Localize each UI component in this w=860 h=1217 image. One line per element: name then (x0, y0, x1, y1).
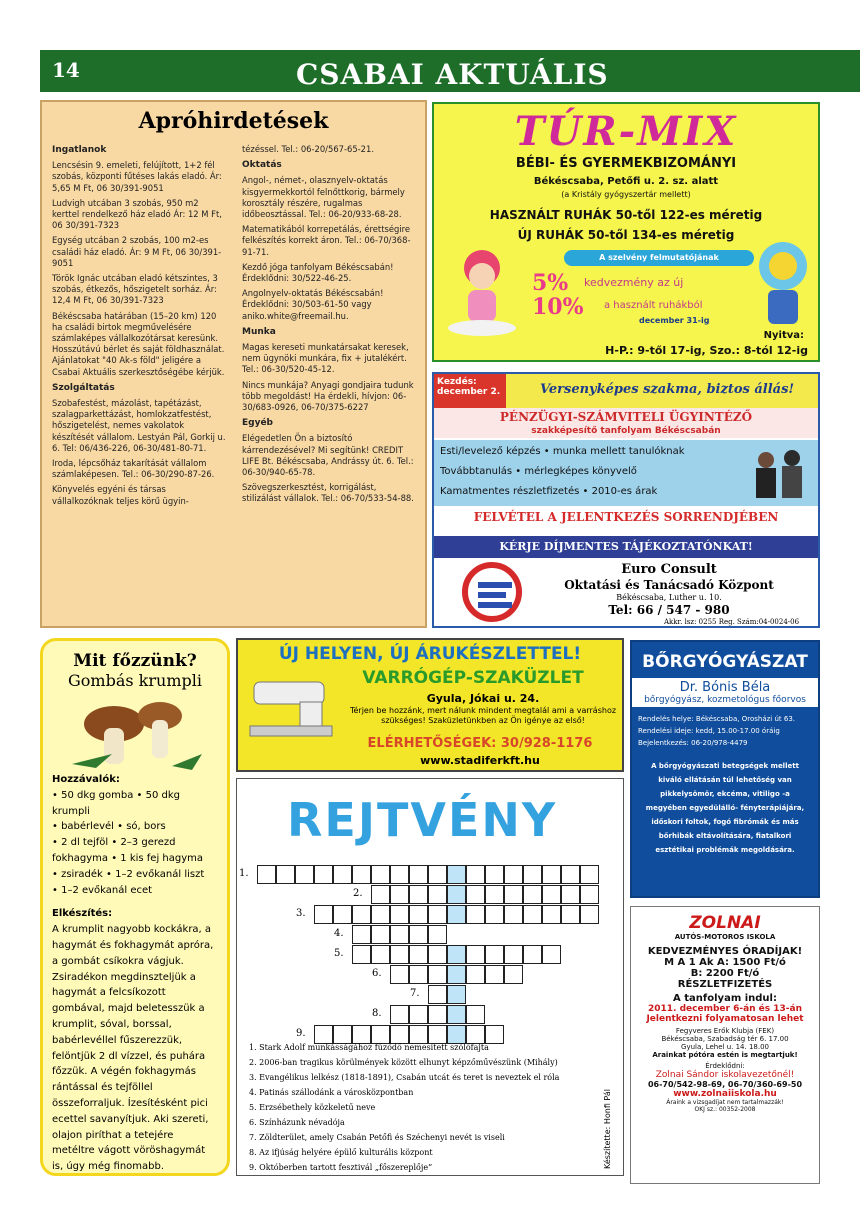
crossword-cell[interactable] (428, 885, 447, 904)
crossword-cell[interactable] (447, 985, 466, 1004)
euro-consult-name: Euro Consult (621, 562, 717, 577)
turmix-logo: TÚR-MIX (514, 108, 738, 155)
crossword-cell[interactable] (466, 905, 485, 924)
euro-bullet-3: Kamatmentes részletfizetés • 2010-es árak (440, 486, 658, 497)
crossword-cell[interactable] (485, 965, 504, 984)
recipe-box (40, 638, 230, 1176)
crossword-cell[interactable] (409, 1005, 428, 1024)
crossword-cell[interactable] (428, 865, 447, 884)
crossword-cell[interactable] (428, 985, 447, 1004)
crossword-row-number: 7. (410, 988, 420, 999)
crossword-row-number: 2. (353, 888, 363, 899)
crossword-cell[interactable] (447, 1005, 466, 1024)
crossword-cell[interactable] (523, 885, 542, 904)
euro-address: Békéscsaba, Luther u. 10. (616, 593, 722, 602)
crossword-cell[interactable] (352, 1025, 371, 1044)
crossword-cell[interactable] (371, 925, 390, 944)
zolnai-logo-sub: AUTÓS-MOTOROS ISKOLA (674, 933, 776, 941)
turmix-new-clothes: ÚJ RUHÁK 50-től 134-es méretig (517, 228, 735, 242)
crossword-cell[interactable] (390, 885, 409, 904)
euro-course-subtitle: szakképesítő tanfolyam Békéscsabán (531, 426, 721, 436)
euro-consult-logo (456, 562, 528, 622)
classifieds-left-column (52, 140, 228, 507)
crossword-row-number: 8. (372, 1008, 382, 1019)
zolnai-heading: KEDVEZMÉNYES ÓRADÍJAK! (647, 946, 803, 957)
crossword-clue: 4. Patinás szállodánk a városközpontban (249, 1088, 414, 1097)
euro-bullet-2: Továbbtanulás • mérlegképes könyvelő (440, 466, 637, 477)
crossword-clue: 9. Októberben tartott fesztivál „főszereplője” (249, 1163, 433, 1172)
crossword-cell[interactable] (523, 905, 542, 924)
crossword-clue: 8. Az ifjúság helyére épülő kulturális központ (249, 1148, 433, 1157)
crossword-cell[interactable] (371, 865, 390, 884)
classified-category: Egyéb (242, 418, 274, 429)
classified-ad: Angolnyelv-oktatás Békéscsabán! Érdeklődni: 30/503-61-50 vagy aniko.white@freemail.hu. (242, 288, 384, 321)
driving-school-ad (630, 906, 820, 1184)
crossword-cell[interactable] (561, 905, 580, 924)
zolnai-phone: 06-70/542-98-69, 06-70/360-69-50 (647, 1080, 803, 1089)
recipe-title: Gombás krumpli (68, 671, 202, 690)
crossword-cell[interactable] (428, 945, 447, 964)
crossword-cell[interactable] (485, 905, 504, 924)
crossword-cell[interactable] (390, 1005, 409, 1024)
classified-ad: Ludvigh utcában 3 szobás, 950 m2 kerttel rendelkező ház eladó Ár: 12 M Ft, 06 30/391-7323 (52, 197, 222, 231)
preparation-text: A krumplit nagyobb kockákra, a hagymát és fokhagymát apróra, a gombát csíkokra vágjuk. Zsiradékon megdinszteljük a hagymát a felcsíkozott gombával, majd beletesszük a krumplit, sóval, borssal, babérlevéllel fűszerezzük, felöntjük 2 dl vízzel, és puhára főzzük. A végén fokhagymás rántással és tejföllel összeforraljuk. Ízesítésként pici ecettel savanyítjuk. Aki szereti, olajon piríthat a tetejére metéltre vágott vöröshagymát is, úgy még finomabb. (52, 924, 214, 1173)
ingredient-item: • 2 dl tejföl • 2–3 gerezd fokhagyma • 1 kis fej hagyma (52, 837, 204, 864)
zolnai-okj: OKJ sz.: 00352-2008 (694, 1106, 756, 1113)
turmix-address: Békéscsaba, Petőfi u. 2. sz. alatt (533, 176, 719, 187)
recipe-heading: Mit főzzünk? (73, 651, 197, 671)
crossword-cell[interactable] (352, 905, 371, 924)
crossword-cell[interactable] (371, 905, 390, 924)
crossword-cell[interactable] (390, 1025, 409, 1044)
preparation-heading: Elkészítés: (52, 908, 113, 920)
sewing-shop-ad (236, 638, 624, 772)
zolnai-website: www.zolnaiiskola.hu (673, 1089, 777, 1099)
crossword-cell[interactable] (485, 885, 504, 904)
ingredient-item: • 50 dkg gomba • 50 dkg krumpli (52, 789, 180, 817)
derm-description: A bőrgyógyászati betegségek mellett kiváló ellátásán túl lehetőség van pikkelysömör, ekcéma, vitiligo -a megyében egyedülálló- fényterápiájára, időskori foltok, fogó fibrómák és más bőrhibák eltávolítására, fiatalkori esztétikai problémák megoldására. (645, 762, 805, 854)
crossword-cell[interactable] (504, 945, 523, 964)
crossword-cell[interactable] (466, 945, 485, 964)
crossword-cell[interactable] (314, 865, 333, 884)
crossword-cell[interactable] (409, 1025, 428, 1044)
crossword-clue: 7. Zöldterület, amely Csabán Petőfi és Széchenyi nevét is viseli (249, 1133, 505, 1142)
crossword-cell[interactable] (409, 925, 428, 944)
crossword-cell[interactable] (447, 885, 466, 904)
classified-ad: tézéssel. Tel.: 06-20/567-65-21. (242, 144, 374, 154)
crossword-cell[interactable] (333, 905, 352, 924)
crossword-cell[interactable] (523, 945, 542, 964)
classifieds-box (40, 100, 427, 628)
euro-admission-note: FELVÉTEL A JELENTKEZÉS SORRENDJÉBEN (473, 510, 779, 524)
zolnai-note: Arainkat pótóra estén is megtartjuk! (652, 1051, 798, 1059)
euro-consult-ad (432, 372, 820, 628)
crossword-row-number: 6. (372, 968, 382, 979)
zolnai-dates: 2011. december 6-án és 13-án (647, 1004, 803, 1014)
crossword-clue: 2. 2006-ban tragikus körülmények között elhunyt képzőművészünk (Mihály) (249, 1058, 558, 1067)
classified-ad: Lencsésin 9. emeleti, felújított, 1+2 fél szobás, központi fűtéses lakás eladó. Ár: 5,65 M Ft, 06 30/391-9051 (52, 160, 222, 193)
crossword-cell[interactable] (561, 865, 580, 884)
turmix-used-clothes: HASZNÁLT RUHÁK 50-től 122-es méretig (489, 208, 763, 222)
turmix-coupon-label: A szelvény felmutatójának (564, 250, 754, 266)
zolnai-logo: ZOLNAI (689, 913, 761, 933)
sewing-address: Gyula, Jókai u. 24. (426, 692, 540, 705)
classified-ad: Iroda, lépcsőház takarítását vállalom számlaképesen. Tel.: 06-30/290-87-26. (52, 458, 215, 480)
zolnai-installments: RÉSZLETFIZETÉS (677, 979, 773, 990)
crossword-cell[interactable] (409, 965, 428, 984)
turmix-ad (432, 102, 820, 362)
derm-hours: Rendelési ideje: kedd, 15.00-17.00 óráig (638, 727, 780, 735)
crossword-cell[interactable] (504, 885, 523, 904)
classifieds-right-column (242, 140, 418, 505)
crossword-cell[interactable] (314, 1025, 333, 1044)
ingredients-list (52, 788, 218, 899)
euro-course-title: PÉNZÜGYI-SZÁMVITELI ÜGYINTÉZŐ (499, 410, 753, 424)
crossword-cell[interactable] (542, 865, 561, 884)
zolnai-apply: Jelentkezni folyamatosan lehet (646, 1014, 804, 1024)
euro-info-cta: KÉRJE DÍJMENTES TÁJÉKOZTATÓNKAT! (499, 540, 753, 553)
classified-ad: Nincs munkája? Anyagi gondjaira tudunk több megoldást! Ha érdekli, hívjon: 06-30/683-0926, 06-70/375-6227 (242, 379, 414, 413)
crossword-row-number: 9. (296, 1028, 306, 1039)
crossword-cell[interactable] (466, 1025, 485, 1044)
crossword-cell[interactable] (352, 865, 371, 884)
crossword-cell[interactable] (447, 865, 466, 884)
crossword-cell[interactable] (371, 945, 390, 964)
crossword-clue: 6. Színházunk névadója (249, 1118, 345, 1127)
crossword-cell[interactable] (447, 1025, 466, 1044)
turmix-deadline: december 31-ig (639, 316, 710, 325)
flower-boy-illustration (752, 238, 814, 334)
crossword-cell[interactable] (561, 885, 580, 904)
classified-category: Oktatás (242, 160, 282, 171)
crossword-cell[interactable] (580, 905, 599, 924)
ingredient-item: • babérlevél • só, bors (52, 821, 166, 833)
crossword-cell[interactable] (409, 865, 428, 884)
crossword-cell[interactable] (390, 965, 409, 984)
crossword-cell[interactable] (523, 865, 542, 884)
classified-ad: Angol-, német-, olasznyelv-oktatás kisgyermekkortól felnőttkorig, bármely korosztály részére, rugalmas időbeosztással. Tel.: 06-20/933-68-28. (242, 175, 405, 220)
crossword-cell[interactable] (504, 865, 523, 884)
classified-ad: Magas kereseti munkatársakat keresek, nem ügynöki munkára, fix + jutalékért. Tel.: 06-30/520-45-12. (242, 342, 409, 375)
zolnai-footnote: Áraink a vizsgadíjat nem tartalmazzák! (666, 1099, 784, 1106)
crossword-puzzle (236, 778, 624, 1176)
classified-category: Munka (242, 326, 276, 337)
sewing-shop-name: VARRÓGÉP-SZAKÜZLET (362, 668, 584, 688)
euro-start-badge: Kezdés: december 2. (434, 374, 506, 408)
crossword-cell[interactable] (390, 865, 409, 884)
crossword-cell[interactable] (371, 1025, 390, 1044)
crossword-cell[interactable] (485, 865, 504, 884)
crossword-cell[interactable] (447, 905, 466, 924)
crossword-row-number: 5. (334, 948, 344, 959)
turmix-discount-10: 10% (532, 294, 584, 320)
zolnai-contact: Zolnai Sándor iskolavezetőnél! (655, 1070, 795, 1080)
ingredient-item: • 1–2 evőkanál ecet (52, 884, 153, 896)
classified-ad: Szobafestést, mázolást, tapétázást, szalagparkettázást, homlokzatfestést, hőszigetelést, nemes vakolatok készítését vállalom. Lestyán Pál, Gorkij u. 6. Tel: 06/436-226, 06-30/481-80-71. (52, 398, 226, 453)
crossword-cell[interactable] (542, 905, 561, 924)
turmix-discount-10-text: a használt ruhákból (604, 300, 703, 311)
crossword-cell[interactable] (390, 945, 409, 964)
crossword-cell[interactable] (447, 965, 466, 984)
crossword-cell[interactable] (390, 925, 409, 944)
derm-phone: Bejelentkezés: 06-20/978-4479 (638, 739, 748, 747)
ingredient-item: • zsiradék • 1–2 evőkanál liszt (52, 868, 205, 880)
classified-category: Szolgáltatás (52, 382, 115, 393)
turmix-discount-5: 5% (532, 270, 569, 296)
crossword-cell[interactable] (276, 865, 295, 884)
zolnai-contact-label: Érdeklődni: (705, 1062, 745, 1070)
classified-ad: Békéscsaba határában (15–20 km) 120 ha családi birtok megművelésére számlaképes vállalkozótársat keresünk. Hosszútávú bérlet és saját földhasználat. Ajánlatokat "40 Ak-s föld" jeligére a Csabai Aktuális szerkesztőségébe kérjük. (52, 310, 225, 377)
crossword-cell[interactable] (352, 925, 371, 944)
crossword-cell[interactable] (466, 865, 485, 884)
crossword-cell[interactable] (428, 1005, 447, 1024)
crossword-cell[interactable] (428, 965, 447, 984)
crossword-cell[interactable] (428, 905, 447, 924)
crossword-cell[interactable] (542, 885, 561, 904)
puzzle-author: Készítette: Honfi Pál (603, 1088, 612, 1169)
crossword-cell[interactable] (352, 945, 371, 964)
crossword-cell[interactable] (580, 865, 599, 884)
crossword-clue: 5. Erzsébethely közkeletű neve (249, 1103, 376, 1112)
sewing-headline: ÚJ HELYEN, ÚJ ÁRUKÉSZLETTEL! (278, 644, 582, 664)
zolnai-course-start: A tanfolyam indul: (673, 993, 777, 1004)
strawberry-girl-illustration (442, 244, 520, 336)
crossword-clue: 3. Evangélikus lelkész (1818-1891), Csabán utcát és teret is neveztek el róla (249, 1073, 560, 1082)
turmix-discount-5-text: kedvezmény az új (584, 276, 684, 289)
crossword-cell[interactable] (295, 865, 314, 884)
classified-ad: Matematikából korrepetálás, érettségire felkészítés korrekt áron. Tel.: 06-70/368-91-71. (242, 224, 411, 257)
crossword-cell[interactable] (504, 965, 523, 984)
sewing-description: Térjen be hozzánk, mert nálunk mindent megtalál ami a varráshoz szükséges! Szaküzletünkben az Ön igénye az első! (349, 706, 617, 725)
mushroom-illustration (52, 694, 218, 772)
classified-ad: Szövegszerkesztést, korrigálást, stilizálást vállalok. Tel.: 06-70/533-54-88. (242, 482, 414, 504)
puzzle-title: REJTVÉNY (287, 793, 558, 847)
euro-accreditation: Akkr. lsz: 0255 Reg. Szám:04-0024-06 (664, 618, 800, 626)
crossword-cell[interactable] (333, 865, 352, 884)
crossword-row-number: 1. (239, 868, 249, 879)
derm-doctor-role: bőrgyógyász, kozmetológus főorvos (644, 695, 806, 705)
crossword-cell[interactable] (314, 905, 333, 924)
crossword-cell[interactable] (580, 885, 599, 904)
zolnai-location-2: Békéscsaba, Szabadság tér 6. 17.00 (661, 1035, 789, 1043)
crossword-row-number: 3. (296, 908, 306, 919)
crossword-cell[interactable] (390, 905, 409, 924)
euro-consult-subname: Oktatási és Tanácsadó Központ (564, 578, 774, 592)
crossword-cell[interactable] (409, 885, 428, 904)
crossword-cell[interactable] (447, 945, 466, 964)
turmix-address-note: (a Kristály gyógyszertár mellett) (561, 190, 691, 199)
crossword-cell[interactable] (485, 1025, 504, 1044)
crossword-row-number: 4. (334, 928, 344, 939)
classified-ad: Elégedetlen Ön a biztosító kárrendezésével? Mi segítünk! CREDIT LIFE Bt. Békéscsaba, Andrássy út. 6. Tel.: 06-30/940-65-78. (242, 433, 414, 478)
zolnai-price-a: M A 1 Ak A: 1500 Ft/ó (664, 957, 786, 968)
turmix-subtitle: BÉBI- ÉS GYERMEKBIZOMÁNYI (515, 156, 737, 171)
zolnai-location: Fegyveres Erők Klubja (FEK) (675, 1027, 775, 1035)
crossword-cell[interactable] (485, 945, 504, 964)
masthead: CSABAI AKTUÁLIS (296, 58, 609, 91)
crossword-cell[interactable] (371, 885, 390, 904)
people-photo (746, 446, 810, 502)
crossword-cell[interactable] (542, 945, 561, 964)
crossword-cell[interactable] (333, 1025, 352, 1044)
turmix-open-label: Nyitva: (763, 330, 804, 341)
crossword-clue: 1. Stark Adolf munkásságához fűződő nemesített szőlőfajta (249, 1043, 489, 1052)
classified-ad: Török Ignác utcában eladó kétszintes, 3 szobás, étkezős, hőszigetelt sorház. Ár: 12,4 M Ft, 06 30/391-7323 (52, 273, 218, 306)
classified-ad: Kezdő jóga tanfolyam Békéscsabán! Érdeklődni: 30/522-46-25. (242, 261, 394, 284)
crossword-cell[interactable] (428, 925, 447, 944)
crossword-cell[interactable] (466, 885, 485, 904)
zolnai-price-b: B: 2200 Ft/ó (690, 968, 760, 979)
euro-slogan: Versenyképes szakma, biztos állás! (540, 382, 795, 397)
classified-category: Ingatlanok (52, 145, 107, 155)
crossword-cell[interactable] (504, 905, 523, 924)
dermatology-ad (630, 640, 820, 898)
derm-title: BŐRGYÓGYÁSZAT (642, 652, 808, 672)
classifieds-title: Apróhirdetések (138, 108, 329, 134)
crossword-cell[interactable] (409, 905, 428, 924)
euro-bullet-1: Esti/levelező képzés • munka mellett tanulóknak (440, 446, 685, 457)
crossword-cell[interactable] (466, 1005, 485, 1024)
page-number: 14 (52, 58, 80, 82)
derm-doctor-name: Dr. Bónis Béla (679, 680, 771, 695)
euro-phone: Tel: 66 / 547 - 980 (608, 603, 730, 617)
turmix-hours: H-P.: 9-től 17-ig, Szo.: 8-tól 12-ig (605, 344, 808, 357)
ingredients-heading: Hozzávalók: (52, 774, 120, 785)
crossword-cell[interactable] (428, 1025, 447, 1044)
classified-ad: Egység utcában 2 szobás, 100 m2-es családi ház eladó. Ár: 9 M Ft, 06 30/391-9051 (52, 235, 222, 268)
classified-ad: Könyvelés egyéni és társas vállalkozóknak teljes körű ügyin- (52, 484, 189, 506)
sewing-phone: ELÉRHETŐSÉGEK: 30/928-1176 (367, 736, 593, 751)
crossword-cell[interactable] (409, 945, 428, 964)
sewing-website: www.stadiferkft.hu (420, 754, 540, 767)
zolnai-location-3: Gyula, Lehel u. 14. 18.00 (681, 1043, 769, 1051)
derm-location: Rendelés helye: Békéscsaba, Orosházi út 63. (638, 715, 795, 723)
sewing-machine-illustration (246, 674, 336, 740)
crossword-cell[interactable] (257, 865, 276, 884)
crossword-cell[interactable] (466, 965, 485, 984)
